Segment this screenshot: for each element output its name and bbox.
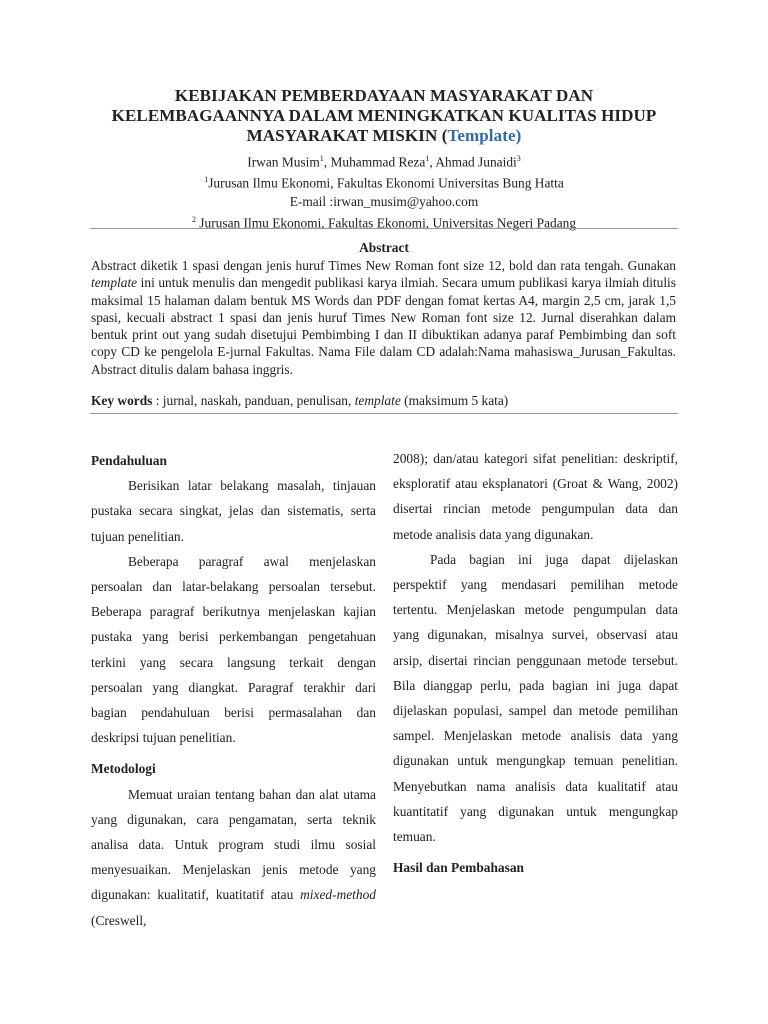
title-line-3 xyxy=(80,126,688,146)
affiliation-2-text: Jurusan Ilmu Ekonomi, Fakultas Ekonomi, Universitas Negeri Padang xyxy=(199,215,577,231)
abstract-template-word: template xyxy=(91,275,138,291)
keywords-template: template xyxy=(354,393,401,408)
title-close-paren: ) xyxy=(515,126,522,145)
author-3: Ahmad Junaidi xyxy=(435,154,517,170)
left-column xyxy=(91,448,376,933)
affiliation-1-text: Jurusan Ilmu Ekonomi, Fakultas Ekonomi Universitas Bung Hatta xyxy=(208,175,564,191)
paragraph-text-a: Memuat uraian tentang bahan dan alat utama yang digunakan, cara pengamatan, serta teknik analisa data. Untuk program studi ilmu sosial menyesuaikan. Menjelaskan jenis metode yang digunakan: kualitatif, kuatitatif atau xyxy=(91,786,376,903)
paragraph-italic: mixed-method xyxy=(300,887,376,903)
paragraph: Berisikan latar belakang masalah, tinjauan pustaka secara singkat, jelas dan sistematis, serta tujuan penelitian. xyxy=(91,478,376,544)
keywords-label: Key words xyxy=(91,393,153,408)
paragraph-text-b: (Creswell, xyxy=(91,912,147,928)
section-heading-pendahuluan: Pendahuluan xyxy=(91,453,167,468)
section-heading-hasil: Hasil dan Pembahasan xyxy=(393,860,524,876)
title-line-1: KEBIJAKAN PEMBERDAYAAN MASYARAKAT DAN xyxy=(174,86,594,105)
top-rule xyxy=(90,228,678,229)
title-line-2: KELEMBAGAANNYA DALAM MENINGKATKAN KUALITAS HIDUP xyxy=(111,106,657,125)
author-2-sup: 1 xyxy=(425,154,430,163)
abstract-text-a: Abstract diketik 1 spasi dengan jenis huruf Times New Roman font size 12, bold dan rata tengah. Gunakan xyxy=(91,258,676,273)
section-heading-metodologi: Metodologi xyxy=(91,761,156,777)
author-names: Irwan Musim$^1$, Muhammad Reza$^1$, Ahmad Junaidi$^3$ xyxy=(247,154,521,170)
affiliation-1 xyxy=(80,171,688,192)
title-line-3-text: MASYARAKAT MISKIN ( xyxy=(246,126,448,145)
paragraph xyxy=(91,782,376,933)
title-template-word: Template xyxy=(447,126,516,145)
author-email: E-mail :irwan_musim@yahoo.com xyxy=(289,193,479,209)
author-1: Irwan Musim xyxy=(247,154,320,170)
paper-title xyxy=(80,86,688,146)
author-block xyxy=(80,150,688,232)
paragraph: 2008); dan/atau kategori sifat penelitian: deskriptif, eksploratif atau eksplanatori (Groat & Wang, 2002) disertai rincian metode pengumpulan data dan metode analisis data yang digunakan. xyxy=(393,451,678,542)
author-3-sup: 3 xyxy=(516,154,521,163)
right-column xyxy=(393,448,678,880)
affiliation-2-sup: 2 xyxy=(191,214,196,224)
abstract-text-b: ini untuk menulis dan mengedit publikasi karya ilmiah. Secara umum publikasi karya ilmiah ditulis maksimal 15 halaman dalam bentuk MS Words dan PDF dengan fomat kertas A4, margin 2,5 cm, jarak 1,5 spasi, kecuali abstract 1 spasi dan jenis huruf Times New Roman font size 12. Jurnal diserahkan dalam bentuk print out yang sudah disetujui Pembimbing I dan II dibuktikan adanya paraf Pembimbing dan soft copy CD ke pengelola E-jurnal Fakultas. Nama File dalam CD adalah:Nama mahasiswa_Jurusan_Fakultas. Abstract ditulis dalam bahasa inggris. xyxy=(91,275,676,377)
author-2: Muhammad Reza xyxy=(330,154,426,170)
paragraph: Pada bagian ini juga dapat dijelaskan perspektif yang mendasari pemilihan metode tertentu. Menjelaskan metode pengumpulan data yang digunakan, misalnya survei, observasi atau arsip, disertai rincian penggunaan metode tersebut. Bila dianggap perlu, pada bagian ini juga dapat dijelaskan populasi, sampel dan metode pemilihan sampel. Menjelaskan metode analisis data yang digunakan untuk mengungkap temuan penelitian. Menyebutkan nama analisis data kualitatif atau kuantitatif yang digunakan untuk mengungkap temuan. xyxy=(393,551,678,845)
affiliation-2 xyxy=(80,211,688,232)
affiliation-1-sup: 1 xyxy=(204,175,209,185)
bottom-rule xyxy=(90,413,678,414)
author-1-sup: 1 xyxy=(319,154,324,163)
abstract-text xyxy=(91,257,676,378)
keywords-a: : jurnal, naskah, panduan, penulisan, xyxy=(152,393,355,408)
keywords xyxy=(91,392,676,409)
keywords-b: (maksimum 5 kata) xyxy=(400,393,509,408)
abstract-heading: Abstract xyxy=(359,240,409,255)
paragraph: Beberapa paragraf awal menjelaskan persoalan dan latar-belakang persoalan tersebut. Beberapa paragraf berikutnya menjelaskan kajian pustaka yang berisi perkembangan pengetahuan terkini yang secara langsung terkait dengan persoalan yang diangkat. Paragraf terakhir dari bagian pendahuluan berisi permasalahan dan deskripsi tujuan penelitian. xyxy=(91,553,376,746)
